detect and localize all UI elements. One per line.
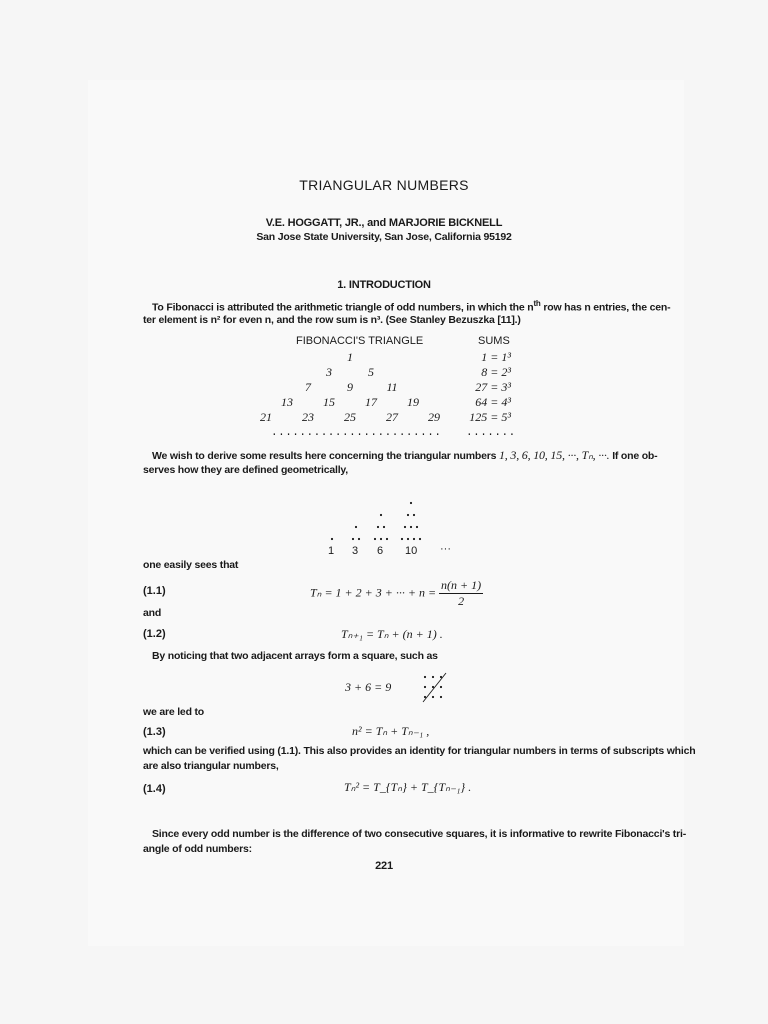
row-sum: 8 = 2³	[481, 365, 511, 379]
page-number: 221	[375, 860, 393, 872]
triangular-sequence: 1, 3, 6, 10, 15, ···, Tₙ, ···.	[499, 448, 610, 462]
eq-1-1	[310, 578, 483, 609]
para2-text: We wish to derive some results here concerning the triangular numbers	[152, 450, 497, 462]
paragraph-4-line2: are also triangular numbers,	[143, 760, 279, 772]
one-easily-sees: one easily sees that	[143, 559, 239, 571]
intro-text-b: row has n entries, the cen-	[540, 301, 671, 314]
triangle-entry: 27	[386, 410, 398, 424]
triangle-entry: 29	[428, 410, 440, 424]
row-sum: 64 = 4³	[475, 395, 511, 409]
paragraph-5-line2: angle of odd numbers:	[143, 843, 252, 855]
eq-1-1-lhs: Tₙ = 1 + 2 + 3 + ··· + n =	[310, 585, 437, 600]
triangle-dots: ........................	[271, 427, 442, 439]
eq-1-1-fraction	[439, 578, 483, 609]
triangle-header: FIBONACCI'S TRIANGLE	[296, 335, 424, 347]
intro-paragraph-line1	[152, 299, 670, 314]
paragraph-4-line1: which can be verified using (1.1). This also provides an identity for triangular numbers in terms of subscripts which	[143, 745, 696, 757]
paper-title: TRIANGULAR NUMBERS	[299, 177, 469, 193]
triangle-entry: 7	[305, 380, 311, 394]
triangle-entry: 3	[326, 365, 332, 379]
eq-1-1-numerator: n(n + 1)	[441, 578, 482, 592]
triangle-entry: 15	[323, 395, 335, 409]
array-label-1: 1	[328, 545, 335, 557]
paragraph-5-line1: Since every odd number is the difference of two consecutive squares, it is informative to rewrite Fibonacci's tri-	[152, 828, 687, 840]
sums-header: SUMS	[478, 335, 510, 347]
eq-1-4-label: (1.4)	[143, 783, 166, 795]
array-ellipsis: ···	[440, 543, 451, 555]
triangle-entry: 19	[407, 395, 419, 409]
and-text: and	[143, 607, 162, 619]
triangle-entry: 21	[260, 410, 272, 424]
triangle-entry: 11	[386, 380, 398, 394]
authors: V.E. HOGGATT, JR., and MARJORIE BICKNELL	[265, 217, 503, 229]
triangle-entry: 5	[368, 365, 374, 379]
eq-1-3-label: (1.3)	[143, 726, 166, 738]
square-equation: 3 + 6 = 9	[345, 680, 392, 694]
paragraph-2-line2: serves how they are defined geometrically,	[143, 464, 348, 476]
intro-text: To Fibonacci is attributed the arithmetic triangle of odd numbers, in which the n	[152, 301, 534, 314]
eq-1-3: n² = Tₙ + Tₙ₋₁ ,	[352, 724, 430, 738]
triangle-entry: 9	[347, 380, 353, 394]
eq-1-1-denominator: 2	[458, 594, 465, 608]
triangle-entry: 1	[347, 350, 353, 364]
sums-dots: .......	[466, 427, 516, 439]
array-label-10: 10	[405, 545, 418, 557]
section-heading: 1. INTRODUCTION	[337, 279, 431, 291]
eq-1-4: Tₙ² = T_{Tₙ} + T_{Tₙ₋₁} .	[344, 780, 472, 794]
eq-1-1-label: (1.1)	[143, 585, 166, 597]
row-sum: 27 = 3³	[475, 380, 511, 394]
intro-sup: th	[533, 299, 541, 308]
eq-1-2: Tₙ₊₁ = Tₙ + (n + 1) .	[341, 627, 443, 641]
triangle-entry: 17	[365, 395, 377, 409]
intro-paragraph-line2: ter element is n² for even n, and the row sum is n³. (See Stanley Bezuszka [11].)	[143, 314, 521, 326]
affiliation: San Jose State University, San Jose, California 95192	[256, 231, 512, 243]
row-sum: 1 = 1³	[481, 350, 511, 364]
triangle-entry: 13	[281, 395, 293, 409]
triangular-dot-arrays	[320, 495, 480, 545]
we-are-led: we are led to	[143, 706, 205, 718]
triangle-entry: 23	[302, 410, 314, 424]
para2-end: If one ob-	[612, 450, 658, 462]
array-label-3: 3	[352, 545, 359, 557]
triangle-entry: 25	[344, 410, 356, 424]
array-label-6: 6	[377, 545, 384, 557]
square-dot-figure	[420, 672, 450, 704]
paragraph-2-line1	[152, 448, 657, 463]
paragraph-3: By noticing that two adjacent arrays form a square, such as	[152, 650, 438, 662]
row-sum: 125 = 5³	[469, 410, 511, 424]
eq-1-2-label: (1.2)	[143, 628, 166, 640]
